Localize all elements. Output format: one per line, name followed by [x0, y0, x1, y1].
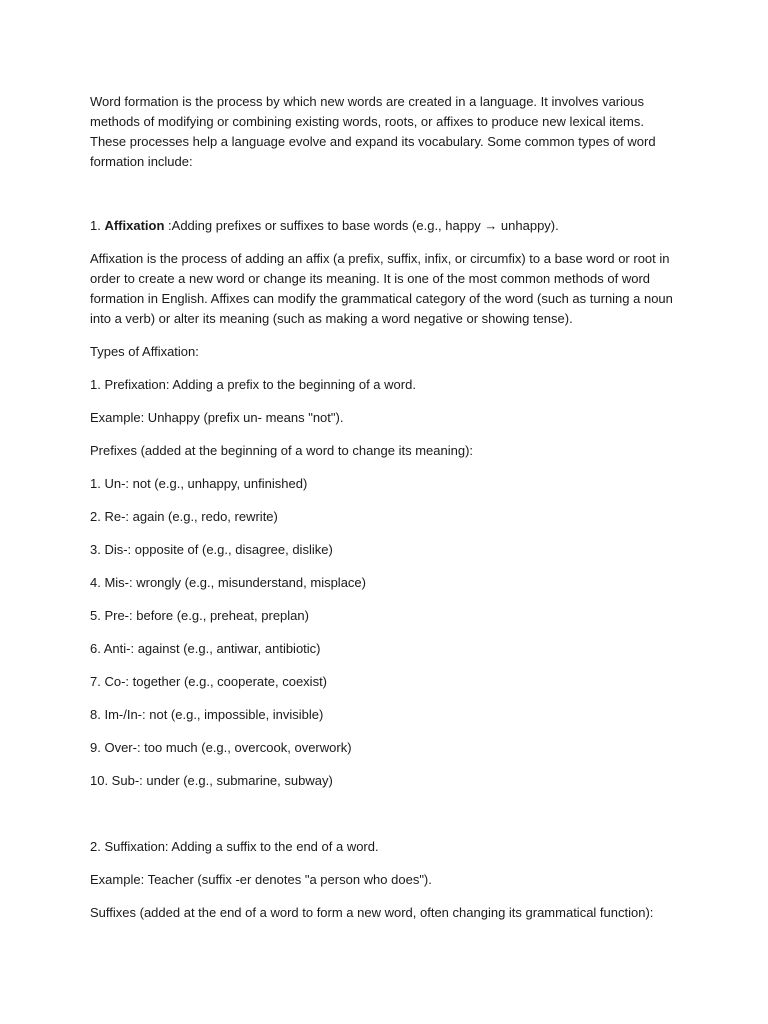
prefix-list-item: 8. Im-/In-: not (e.g., impossible, invisible) [90, 707, 324, 722]
prefix-list-item: 1. Un-: not (e.g., unhappy, unfinished) [90, 476, 308, 491]
affixation-heading [90, 216, 682, 236]
affixation-heading-text: :Adding prefixes or suffixes to base words (e.g., happy → unhappy). [168, 218, 559, 233]
prefix-list-item: 4. Mis-: wrongly (e.g., misunderstand, misplace) [90, 575, 366, 590]
prefixes-heading: Prefixes (added at the beginning of a word to change its meaning): [90, 443, 474, 458]
affixation-number: 1. [90, 218, 101, 233]
prefix-list-item: 9. Over-: too much (e.g., overcook, overwork) [90, 740, 352, 755]
suffix-example: Example: Teacher (suffix -er denotes "a person who does"). [90, 872, 432, 887]
affixation-term: Affixation [104, 218, 165, 233]
prefixation-item: 1. Prefixation: Adding a prefix to the beginning of a word. [90, 377, 416, 392]
suffixation-item: 2. Suffixation: Adding a suffix to the end of a word. [90, 839, 379, 854]
document-page [90, 92, 682, 923]
affixation-description: Affixation is the process of adding an affix (a prefix, suffix, infix, or circumfix) to a base word or root in order to create a new word or change its meaning. It is one of the most common methods of word formation in English. Affixes can modify the grammatical category of the word (such as turning a noun into a verb) or alter its meaning (such as making a word negative or showing tense). [90, 251, 673, 326]
prefix-example: Example: Unhappy (prefix un- means "not"). [90, 410, 344, 425]
intro-paragraph: Word formation is the process by which new words are created in a language. It involves various methods of modifying or combining existing words, roots, or affixes to produce new lexical items. These processes help a language evolve and expand its vocabulary. Some common types of word formation include: [90, 94, 656, 169]
suffixes-heading: Suffixes (added at the end of a word to form a new word, often changing its grammatical function): [90, 905, 654, 920]
prefix-list-item: 6. Anti-: against (e.g., antiwar, antibiotic) [90, 641, 321, 656]
prefix-list-item: 7. Co-: together (e.g., cooperate, coexist) [90, 674, 328, 689]
types-heading: Types of Affixation: [90, 344, 199, 359]
prefix-list-item: 5. Pre-: before (e.g., preheat, preplan) [90, 608, 309, 623]
prefix-list-item: 2. Re-: again (e.g., redo, rewrite) [90, 509, 278, 524]
prefix-list-item: 3. Dis-: opposite of (e.g., disagree, dislike) [90, 542, 333, 557]
prefix-list-item: 10. Sub-: under (e.g., submarine, subway) [90, 773, 333, 788]
